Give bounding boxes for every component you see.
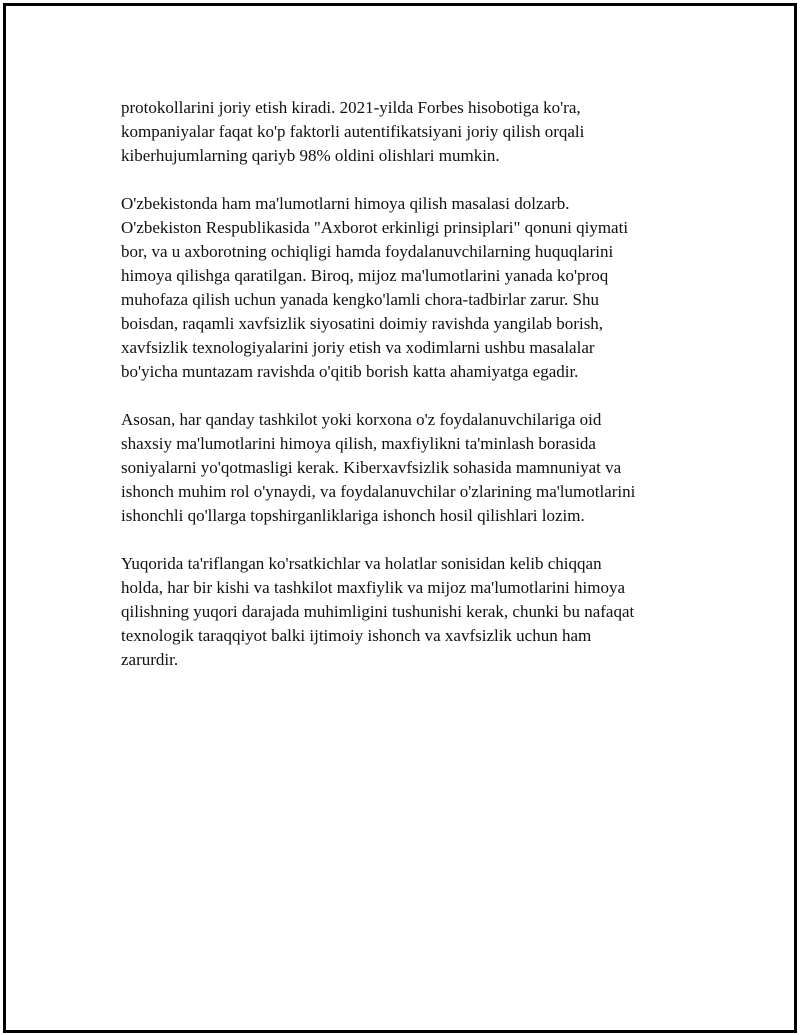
page-border (3, 3, 797, 1033)
paragraph-2: O'zbekistonda ham ma'lumotlarni himoya qilish masalasi dolzarb. O'zbekiston Respublikasida "Axborot erkinligi prinsiplari" qonuni qiymati bor, va u axborotning ochiqligi hamda foydalanuvchilarning huquqlarini himoya qilishga qaratilgan. Biroq, mijoz ma'lumotlarini yanada ko'proq muhofaza qilish uchun yanada kengko'lamli chora-tadbirlar zarur. Shu boisdan, raqamli xavfsizlik siyosatini doimiy ravishda yangilab borish, xavfsizlik texnologiyalarini joriy etish va xodimlarni ushbu masalalar bo'yicha muntazam ravishda o'qitib borish katta ahamiyatga egadir. (121, 194, 629, 381)
document-body (121, 96, 691, 696)
paragraph-4: Yuqorida ta'riflangan ko'rsatkichlar va holatlar sonisidan kelib chiqqan holda, har bir kishi va tashkilot maxfiylik va mijoz ma'lumotlarini himoya qilishning yuqori darajada muhimligini tushunishi kerak, chunki bu nafaqat texnologik taraqqiyot balki ijtimoiy ishonch va xavfsizlik uchun ham zarurdir. (121, 554, 635, 669)
paragraph-1: protokollarini joriy etish kiradi. 2021-yilda Forbes hisobotiga ko'ra, kompaniyalar faqat ko'p faktorli autentifikatsiyani joriy qilish orqali kiberhujumlarning qariyb 98% oldini olishlari mumkin. (121, 98, 585, 165)
paragraph-3: Asosan, har qanday tashkilot yoki korxona o'z foydalanuvchilariga oid shaxsiy ma'lumotlarini himoya qilish, maxfiylikni ta'minlash borasida soniyalarni yo'qotmasligi kerak. Kiberxavfsizlik sohasida mamnuniyat va ishonch muhim rol o'ynaydi, va foydalanuvchilar o'zlarining ma'lumotlarini ishonchli qo'llarga topshirganliklariga ishonch hosil qilishlari lozim. (121, 410, 636, 525)
